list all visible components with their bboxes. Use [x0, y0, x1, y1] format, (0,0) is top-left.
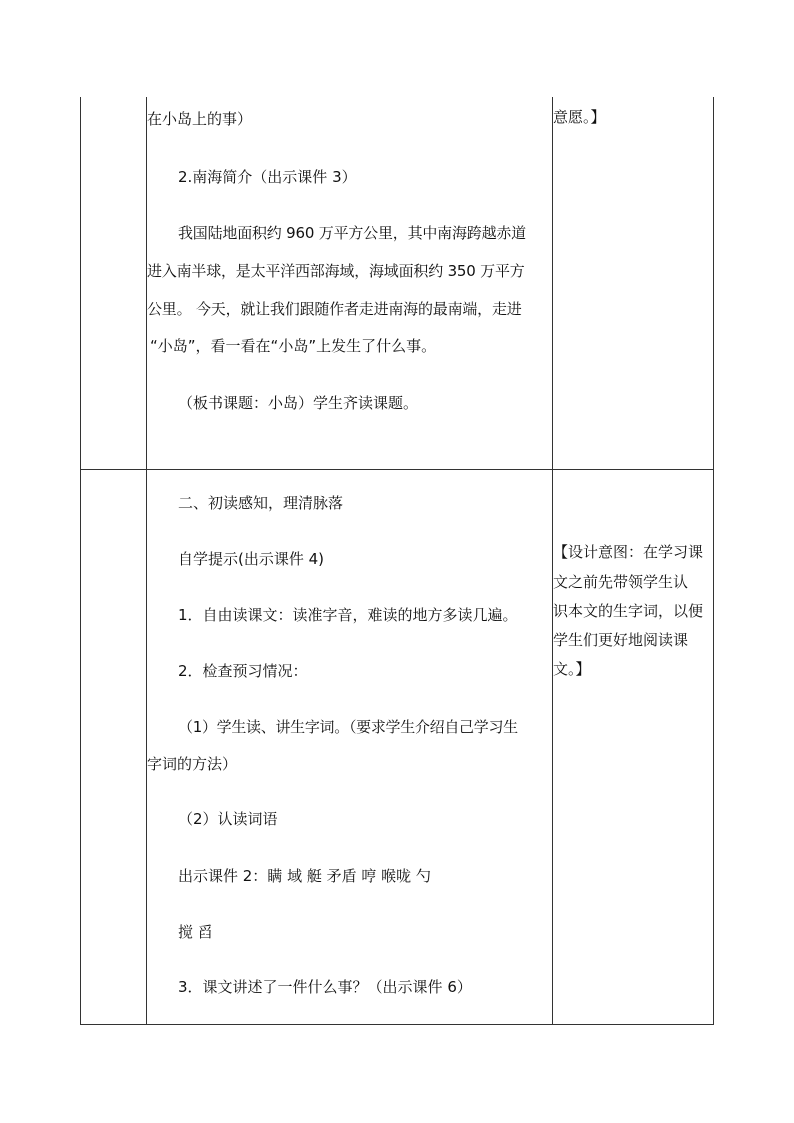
row2-note-line-3: 识本文的生字词，以便: [553, 602, 704, 620]
row1-line-5: 公里。 今天，就让我们跟随作者走进南海的最南端，走进: [147, 300, 522, 318]
table-border-col1: [146, 97, 147, 1025]
table-border-left: [80, 97, 81, 1025]
row2-note-line-2: 文之前先带领学生认: [553, 573, 689, 591]
row2-line-4: （1）学生读、讲生字词。（要求学生介绍自己学习生: [178, 718, 518, 736]
row2-section-heading: 二、初读感知，理清脉落: [178, 494, 344, 512]
row2-line-8: 搅 舀: [178, 923, 213, 941]
row1-note-line-1: 意愿。】: [553, 108, 606, 126]
table-border-bottom: [80, 1024, 714, 1025]
row2-line-6: （2）认读词语: [178, 810, 278, 828]
row1-line-2: 2.南海简介（出示课件 3）: [178, 168, 357, 186]
row1-line-3: 我国陆地面积约 960 万平方公里，其中南海跨越赤道: [178, 224, 526, 242]
row2-line-9: 3．课文讲述了一件什么事？（出示课件 6）: [178, 978, 472, 996]
table-row-divider: [80, 469, 714, 470]
row1-line-7: （板书课题：小岛）学生齐读课题。: [178, 394, 419, 412]
row2-line-1: 自学提示(出示课件 4): [178, 550, 325, 568]
row2-line-3: 2．检查预习情况：: [178, 662, 308, 680]
row2-line-5: 字词的方法）: [147, 755, 238, 773]
row1-line-4: 进入南半球，是太平洋西部海域，海域面积约 350 万平方: [147, 262, 525, 280]
row2-note-line-4: 学生们更好地阅读课: [553, 631, 689, 649]
row2-note-line-5: 文。】: [553, 660, 591, 678]
row2-line-2: 1．自由读课文：读准字音，难读的地方多读几遍。: [178, 606, 518, 624]
row1-line-1: 在小岛上的事）: [147, 110, 253, 128]
row1-line-6: “小岛”，看一看在“小岛”上发生了什么事。: [150, 337, 437, 355]
table-border-right: [713, 97, 714, 1025]
row2-line-7: 出示课件 2：瞒 域 艇 矛盾 哼 喉咙 勺: [178, 867, 431, 885]
row2-note-line-1: 【设计意图：在学习课: [553, 543, 704, 561]
